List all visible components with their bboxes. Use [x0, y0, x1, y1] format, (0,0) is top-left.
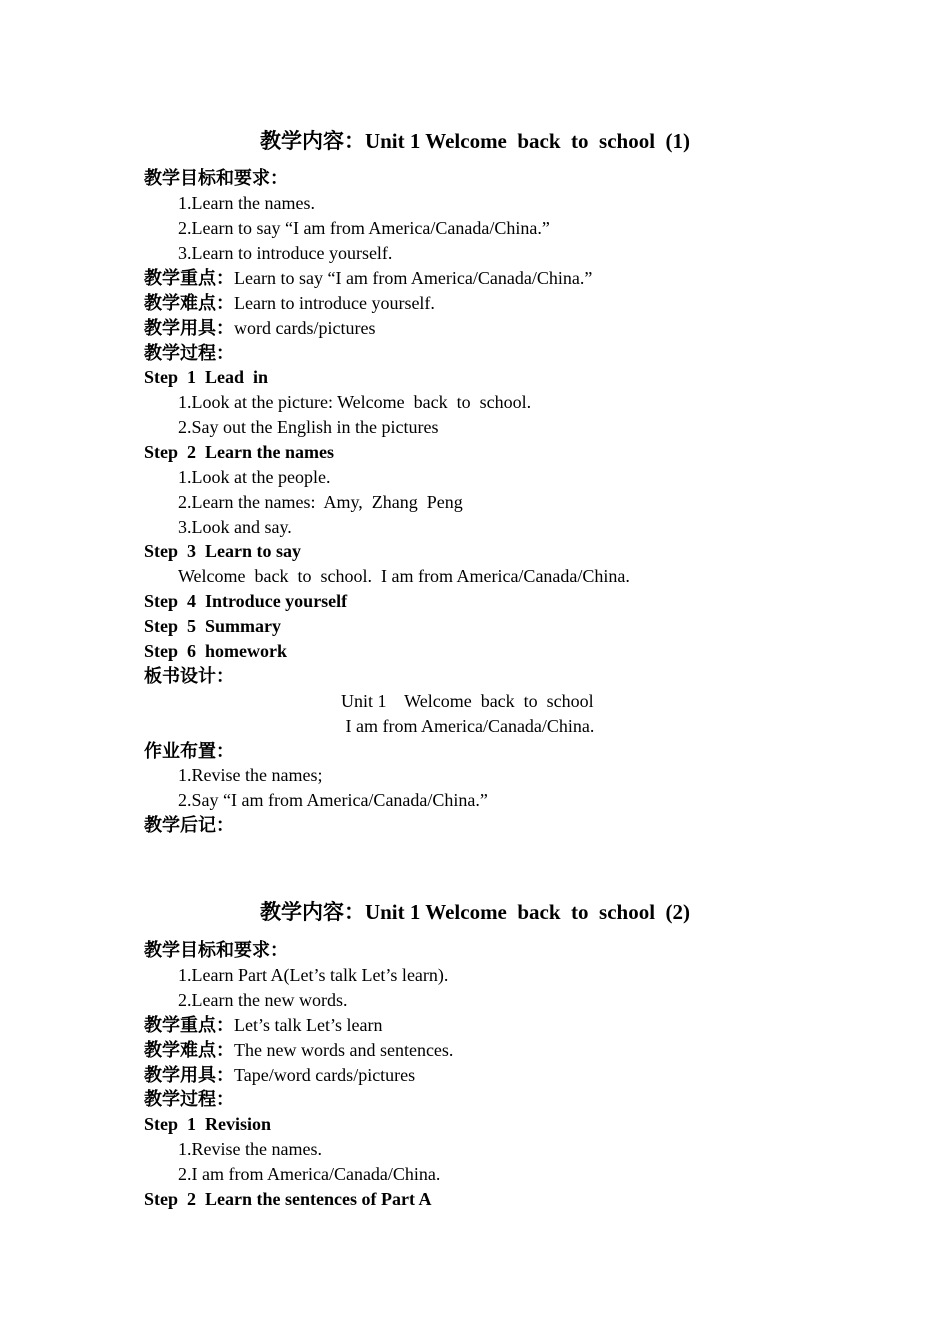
lesson1-key-points — [144, 266, 592, 291]
tools-value: Tape/word cards/pictures — [234, 1065, 416, 1085]
lesson1-step1-item-2: 2.Say out the English in the pictures — [178, 417, 439, 437]
lesson2-process-label: 教学过程： — [144, 1089, 234, 1109]
lesson1-step2-item-2: 2.Learn the names: Amy, Zhang Peng — [178, 492, 463, 512]
tools-value: word cards/pictures — [234, 318, 376, 338]
lesson1-notes-label: 教学后记： — [144, 815, 234, 835]
difficult-label: 教学难点： — [144, 293, 234, 313]
lesson1-step2-item-1: 1.Look at the people. — [178, 467, 331, 487]
lesson1-step3-item-1: Welcome back to school. I am from America/Canada/China. — [178, 566, 630, 586]
lesson1-goal-1: 1.Learn the names. — [178, 193, 315, 213]
lesson1-step2-item-3: 3.Look and say. — [178, 517, 292, 537]
lesson2-step1-item-1: 1.Revise the names. — [178, 1139, 322, 1159]
key-value: Let’s talk Let’s learn — [234, 1015, 383, 1035]
key-label: 教学重点： — [144, 1015, 234, 1035]
lesson2-goal-2: 2.Learn the new words. — [178, 990, 348, 1010]
tools-label: 教学用具： — [144, 1065, 234, 1085]
lesson1-step-1: Step 1 Lead in — [144, 367, 269, 387]
difficult-value: The new words and sentences. — [234, 1040, 454, 1060]
lesson2-step1-item-2: 2.I am from America/Canada/China. — [178, 1164, 441, 1184]
lesson1-board-label: 板书设计： — [144, 666, 234, 686]
lesson1-homework-item-1: 1.Revise the names; — [178, 765, 323, 785]
lesson2-step-1: Step 1 Revision — [144, 1114, 272, 1134]
key-label: 教学重点： — [144, 268, 234, 288]
key-value: Learn to say “I am from America/Canada/China.” — [234, 268, 593, 288]
tools-label: 教学用具： — [144, 318, 234, 338]
lesson1-homework-label: 作业布置： — [144, 741, 234, 761]
lesson1-step-3: Step 3 Learn to say — [144, 541, 301, 561]
lesson1-goal-3: 3.Learn to introduce yourself. — [178, 243, 393, 263]
lesson2-difficult-points — [144, 1038, 453, 1063]
lesson1-process-label: 教学过程： — [144, 343, 234, 363]
lesson1-step-6: Step 6 homework — [144, 641, 287, 661]
lesson1-goals-label: 教学目标和要求： — [144, 168, 288, 188]
lesson1-homework-item-2: 2.Say “I am from America/Canada/China.” — [178, 790, 488, 810]
lesson1-step1-item-1: 1.Look at the picture: Welcome back to school. — [178, 392, 532, 412]
lesson1-title: 教学内容：Unit 1 Welcome back to school (1) — [259, 129, 691, 153]
lesson1-board-line-1: Unit 1 Welcome back to school — [341, 691, 594, 711]
lesson2-teaching-tools — [144, 1063, 415, 1088]
lesson2-step-2: Step 2 Learn the sentences of Part A — [144, 1189, 432, 1209]
lesson2-goal-1: 1.Learn Part A(Let’s talk Let’s learn). — [178, 965, 449, 985]
lesson1-difficult-points — [144, 291, 435, 316]
lesson2-key-points — [144, 1013, 382, 1038]
lesson2-goals-label: 教学目标和要求： — [144, 940, 288, 960]
difficult-value: Learn to introduce yourself. — [234, 293, 435, 313]
difficult-label: 教学难点： — [144, 1040, 234, 1060]
lesson1-goal-2: 2.Learn to say “I am from America/Canada/China.” — [178, 218, 550, 238]
lesson1-step-2: Step 2 Learn the names — [144, 442, 334, 462]
lesson2-title: 教学内容：Unit 1 Welcome back to school (2) — [259, 900, 691, 924]
lesson1-teaching-tools — [144, 316, 375, 341]
lesson1-board-line-2: I am from America/Canada/China. — [341, 716, 595, 736]
lesson1-step-5: Step 5 Summary — [144, 616, 282, 636]
lesson1-step-4: Step 4 Introduce yourself — [144, 591, 348, 611]
